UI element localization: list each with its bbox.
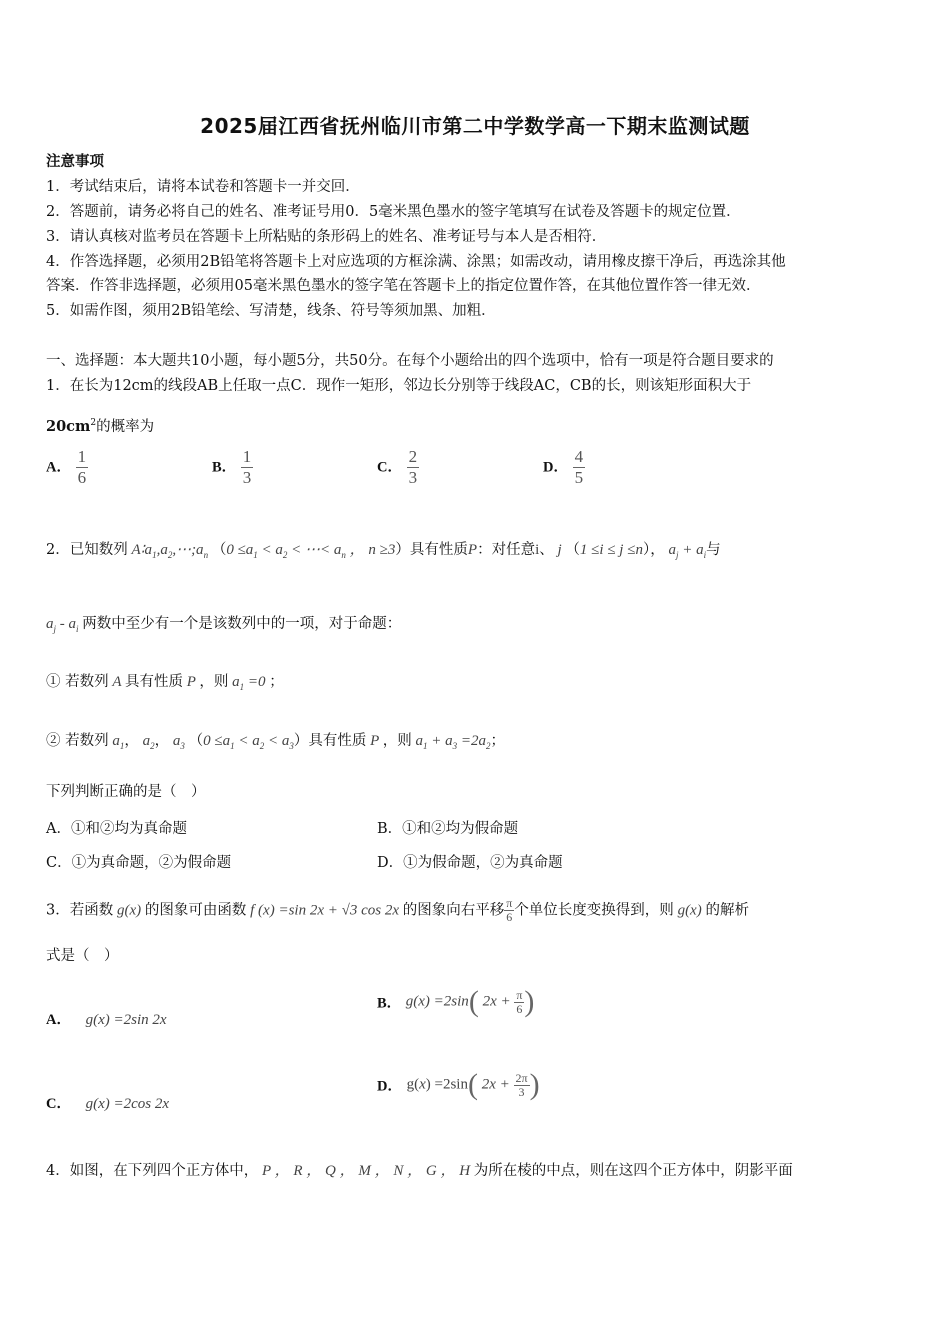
q3-shift-fraction: $\frac{\pi}{6}$ [506,896,513,924]
notice-item-2: 2．答题前，请务必将自己的姓名、准考证号用0．5毫米黑色墨水的签字笔填写在试卷及答题卡的规定位置． [46,204,741,220]
notice-heading: 注意事项 [46,153,104,170]
q2-claim-1-formula: $a_1 =0$ [228,674,270,692]
q1-option-a [46,447,88,488]
q1-area-exponent: 2 [90,418,97,428]
notice-item-1: 1．考试结束后，请将本试卷和答题卡一并交回． [46,179,360,195]
q2-property-p: P [467,542,478,558]
q1-option-c-fraction: $\frac{2}{3}$ [408,447,418,487]
q3-option-d: D． g(x) =2sin( 2x + $\frac{2\pi}{3}$ ) [377,1068,540,1101]
q3-g-function: g(x) [113,902,145,919]
q2-diff-formula: $a_j - a_i$ [46,616,79,634]
notice-item-4: 4．作答选择题，必须用2B铅笔将答题卡上对应选项的方框涂满、涂黑；如需改动，请用橡皮擦干净后，再选涂其他 [46,254,786,270]
q1-option-d-label: D． [543,459,568,476]
q1-option-d [543,447,585,488]
q3-option-b-formula: g(x) =2sin [405,993,469,1010]
section-heading: 一、选择题：本大题共10小题，每小题5分，共50分。在每个小题给出的四个选项中，恰有一项是符合题目要求的 [46,353,774,369]
q2-index-j: j [553,542,566,558]
q1-option-b-label: B． [212,459,237,476]
notice-item-3: 3．请认真核对监考员在答题卡上所粘贴的条形码上的姓名、准考证号与本人是否相符． [46,229,607,245]
q1-stem-line2 [46,413,154,437]
q1-option-a-fraction: $\frac{1}{6}$ [77,447,87,487]
q2-index-i: i [535,542,540,558]
q4-midpoint-labels: P ， R ， Q ， M ， N ， G ， H [258,1163,474,1179]
q3-stem-line1: 3．若函数 g(x) 的图象可由函数 f (x) =sin 2x + √3 cos 2x 的图象向右平移 $\frac{\pi}{6}$ 个单位长度变换得到，则 g(x) 的解析 [46,896,749,924]
q2-sequence-formula: $A∶a_1,a_2,\cdots;a_n$ [127,542,209,560]
q1-stem-tail: 的概率为 [96,418,155,435]
q4-stem-line1: 4．如图，在下列四个正方体中， P ， R ， Q ， M ， N ， G ， H 为所在棱的中点，则在这四个正方体中，阴影平面 [46,1163,793,1179]
q2-index-range: 1 ≤i ≤ j ≤n [579,542,643,558]
q1-option-c-label: C． [377,459,402,476]
q2-option-d: D．①为假命题，②为真命题 [377,855,563,871]
q1-stem-line1: 1．在长为12cm的线段AB上任取一点C．现作一矩形，邻边长分别等于线段AC，CB的长，则该矩形面积大于 [46,378,752,394]
notice-item-4-cont: 答案．作答非选择题，必须用05毫米黑色墨水的签字笔在答题卡上的指定位置作答，在其他位置作答一律无效． [46,278,761,294]
q1-option-b-fraction: $\frac{1}{3}$ [242,447,252,487]
q2-option-a: A．①和②均为真命题 [46,821,187,837]
q3-option-a: A． g(x) =2sin 2x [46,1012,167,1028]
q2-claim-2-formula: $a_1 + a_3 =2a_2$ [411,733,491,751]
q1-option-d-fraction: $\frac{4}{5}$ [574,447,584,487]
q2-claim-1: ① 若数列 A 具有性质 P ，则 $a_1 =0$ ； [46,674,284,692]
q3-option-d-formula: g(x) =2sin [406,1076,468,1093]
q3-f-formula: f (x) =sin 2x + √3 cos 2x [246,902,403,919]
q1-option-a-label: A． [46,459,71,476]
q2-option-c: C．①为真命题，②为假命题 [46,855,232,871]
q3-option-b: B． g(x) =2sin( 2x + $\frac{\pi}{6}$ ) [377,985,535,1018]
q3-option-a-formula: g(x) =2sin 2x [85,1012,167,1028]
notice-item-5: 5．如需作图，须用2B铅笔绘、写清楚，线条、符号等须加黑、加粗． [46,303,496,319]
q2-stem-line1: 2．已知数列 $A∶a_1,a_2,\cdots;a_n$ （$0 \le a_1 < a_2$ < ⋯< $a_n$ ， n ≥3）具有性质P：对任意i、 j （1 ≤i ≤ j ≤n）， $a_j + a_i$与 [46,542,721,560]
q2-option-b: B．①和②均为假命题 [377,821,519,837]
page-title: 2025届江西省抚州临川市第二中学数学高一下期末监测试题 [200,114,750,138]
q1-area-value: 20cm [46,417,91,435]
q1-option-b [212,447,253,488]
q2-stem-line2: $a_j - a_i$ 两数中至少有一个是该数列中的一项，对于命题： [46,616,402,634]
q2-sum-formula: $a_j + a_i$ [664,542,707,560]
q3-option-c: C． g(x) =2cos 2x [46,1096,170,1112]
q2-condition-formula: $0 \le a_1 < a_2$ < ⋯< $a_n$ ， n ≥3 [226,542,396,560]
q2-judge-prompt: 下列判断正确的是（ ） [46,784,206,800]
q2-claim-2: ② 若数列 $a_1$， $a_2$， $a_3$ $(0 \le a_1 < a_2 < a_3)$具有性质 P ，则 $a_1 + a_3 =2a_2$； [46,733,505,751]
q3-option-c-formula: g(x) =2cos 2x [85,1096,170,1112]
q1-option-c [377,447,419,488]
q3-stem-line2: 式是（ ） [46,948,119,964]
